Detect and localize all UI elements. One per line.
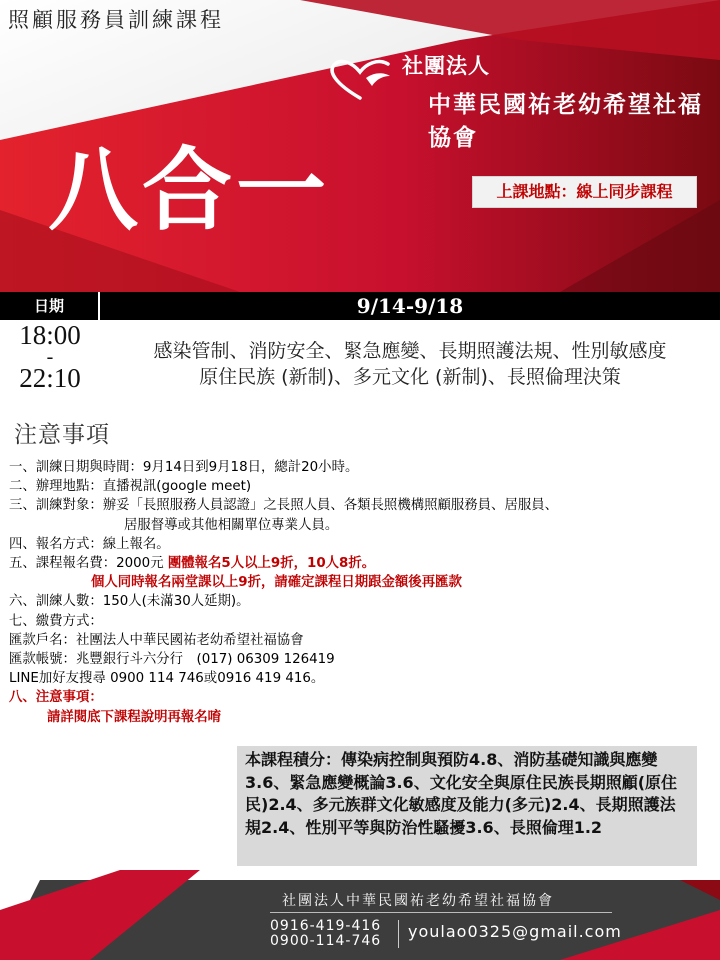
date-value: 9/14-9/18: [98, 292, 720, 320]
note-item: 一、訓練日期與時間：9月14日到9月18日，總計20小時。: [9, 460, 359, 475]
topics-line-2: 原住民族 (新制)、多元文化 (新制)、長照倫理決策: [199, 366, 621, 388]
footer-phone-2: 0900-114-746: [270, 933, 382, 949]
header-banner: [0, 0, 720, 292]
time-start: 18:00: [19, 320, 81, 350]
time-end: 22:10: [19, 363, 81, 393]
line-contact: LINE加好友搜尋 0900 114 746或0916 419 416。: [9, 671, 325, 687]
group-discount: 團體報名5人以上9折，10人8折。: [167, 556, 376, 572]
topics-line-1: 感染管制、消防安全、緊急應變、長期照護法規、性別敏感度: [153, 340, 667, 362]
note-item: 六、訓練人數：150人(未滿30人延期)。: [9, 594, 250, 610]
note-item-warning-detail: 請詳閱底下課程說明再報名唷: [47, 709, 222, 725]
note-item-fee: [9, 554, 709, 573]
course-name: 照顧服務員訓練課程: [8, 8, 224, 32]
org-type: 社團法人: [402, 54, 490, 78]
notes-list: [9, 458, 709, 727]
time-separator: -: [46, 346, 54, 368]
footer-phone-1: 0916-419-416: [270, 918, 382, 934]
footer-divider-line: [270, 912, 612, 913]
footer-email: youlao0325@gmail.com: [408, 922, 622, 941]
course-topics: [110, 338, 710, 390]
note-item-continued: 居服督導或其他相關單位專業人員。: [124, 517, 339, 533]
footer-org-name: 社團法人中華民國祐老幼希望社福協會: [282, 893, 554, 909]
note-item: 七、繳費方式：: [9, 613, 103, 629]
note-item: 四、報名方式：線上報名。: [9, 536, 170, 552]
date-label: 日期: [0, 292, 98, 320]
time-range: [0, 320, 100, 392]
footer: [0, 870, 720, 960]
org-name: 中華民國祐老幼希望社福協會: [428, 92, 703, 151]
note-item: 三、訓練對象：辦妥「長照服務人員認證」之長照人員、各類長照機構照顧服務員、居服員、: [9, 498, 559, 514]
note-item: 二、辦理地點：直播視訊(google meet): [9, 479, 252, 495]
footer-vertical-divider: [398, 920, 399, 948]
location-badge: 上課地點：線上同步課程: [472, 176, 697, 208]
account-name: 匯款戶名：社團法人中華民國祐老幼希望社福協會: [9, 632, 304, 648]
big-title: 八合一: [48, 138, 330, 243]
individual-discount: 個人同時報名兩堂課以上9折，請確定課程日期跟金額後再匯款: [91, 575, 462, 591]
notes-title: 注意事項: [14, 422, 110, 448]
fee-label: 五、課程報名費：2000元: [9, 556, 168, 572]
heart-dove-logo-icon: [326, 58, 394, 102]
note-item-warning: 八、注意事項：: [9, 690, 103, 706]
credits-box: 本課程積分：傳染病控制與預防4.8、消防基礎知識與應變3.6、緊急應變概論3.6、文化安全與原住民族長期照顧(原住民)2.4、多元族群文化敏感度及能力(多元)2.4、長期照護法規2.4、性別平等與防治性騷擾3.6、長照倫理1.2: [237, 746, 697, 866]
account-number: 匯款帳號：兆豐銀行斗六分行 (017) 06309 126419: [9, 652, 335, 668]
